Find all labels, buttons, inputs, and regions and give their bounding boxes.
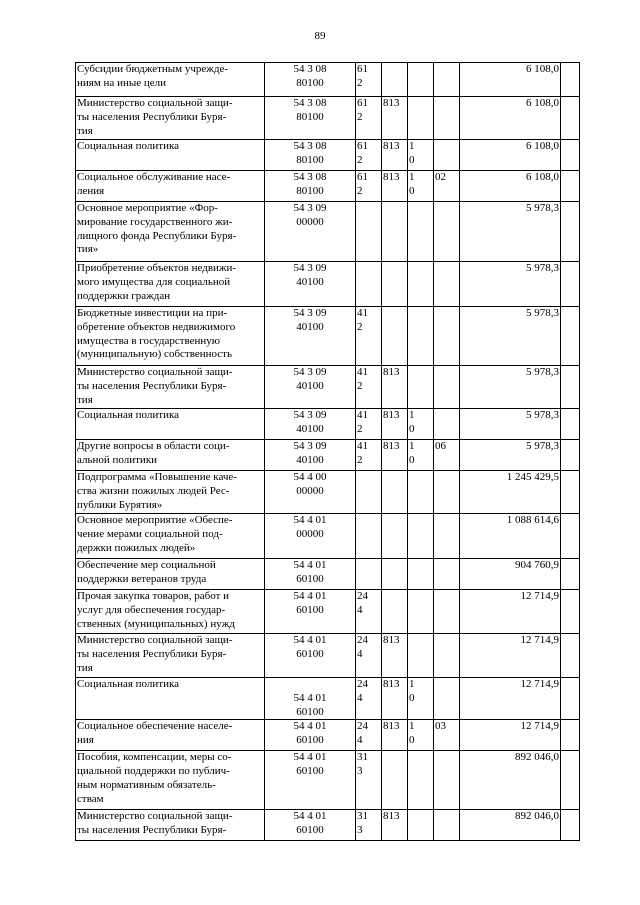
amount-cell: [460, 440, 561, 471]
section-code-cell: [408, 590, 434, 634]
subsection-code-cell: [434, 63, 460, 97]
amount: 6 108,0: [526, 97, 559, 109]
ministry-code-cell: [382, 262, 408, 307]
row-name-cell: [76, 97, 265, 140]
target-code: 54 3 09 40100: [293, 366, 327, 392]
amount-cell: [460, 720, 561, 751]
expense-type-cell: [356, 171, 382, 202]
ministry-code: 813: [383, 634, 400, 646]
section-code-cell: [408, 559, 434, 590]
table-row: [76, 751, 580, 810]
target-code-cell: [265, 63, 356, 97]
row-name-cell: [76, 171, 265, 202]
amount-cell: [460, 590, 561, 634]
ministry-code-cell: [382, 810, 408, 841]
empty-cell: [561, 514, 580, 559]
section-code-cell: [408, 171, 434, 202]
row-name-cell: [76, 559, 265, 590]
ministry-code-cell: [382, 307, 408, 366]
ministry-code-cell: [382, 751, 408, 810]
amount: 12 714,9: [520, 634, 559, 646]
row-name-cell: [76, 514, 265, 559]
target-code-cell: [265, 514, 356, 559]
row-name: Социальная политика: [77, 140, 180, 152]
expense-type-cell: [356, 63, 382, 97]
amount-cell: [460, 97, 561, 140]
section-code-cell: [408, 97, 434, 140]
table-row: [76, 140, 580, 171]
row-name-cell: [76, 409, 265, 440]
target-code: 54 4 01 60100: [293, 559, 327, 585]
table-row: [76, 171, 580, 202]
expense-type-cell: [356, 366, 382, 409]
table-row: [76, 514, 580, 559]
section-code-cell: [408, 202, 434, 262]
expense-type-cell: [356, 202, 382, 262]
amount-cell: [460, 202, 561, 262]
target-code: 54 3 08 80100: [293, 97, 327, 123]
table-row: [76, 97, 580, 140]
subsection-code-cell: [434, 514, 460, 559]
expense-type: 31 3: [357, 751, 368, 778]
row-name: Основное мероприятие «Обеспе- чение мерами социальной под- держки пожилых людей»: [77, 514, 233, 554]
amount-cell: [460, 634, 561, 678]
section-code: 1 0: [409, 678, 415, 704]
target-code-cell: [265, 720, 356, 751]
target-code: 54 4 01 60100: [293, 720, 327, 747]
table-row: [76, 366, 580, 409]
amount: 5 978,3: [526, 366, 559, 378]
row-name-cell: [76, 471, 265, 514]
row-name: Министерство социальной защи- ты населения Республики Буря- тия: [77, 366, 233, 406]
subsection-code-cell: [434, 678, 460, 720]
subsection-code-cell: [434, 471, 460, 514]
amount-cell: [460, 514, 561, 559]
row-name-cell: [76, 590, 265, 634]
expense-type: 24 4: [357, 720, 368, 747]
ministry-code-cell: [382, 63, 408, 97]
expense-type-cell: [356, 514, 382, 559]
table-row: [76, 63, 580, 97]
expense-type: 61 2: [357, 63, 368, 89]
target-code: 54 3 08 80100: [293, 63, 327, 89]
target-code-cell: [265, 97, 356, 140]
expense-type-cell: [356, 471, 382, 514]
empty-cell: [561, 810, 580, 841]
section-code: 1 0: [409, 440, 415, 466]
section-code-cell: [408, 751, 434, 810]
table-row: [76, 440, 580, 471]
expense-type-cell: [356, 307, 382, 366]
section-code-cell: [408, 678, 434, 720]
table-row: [76, 559, 580, 590]
subsection-code: 06: [435, 440, 446, 452]
row-name: Министерство социальной защи- ты населения Республики Буря-: [77, 810, 233, 837]
target-code-cell: [265, 140, 356, 171]
row-name-cell: [76, 202, 265, 262]
expense-type-cell: [356, 140, 382, 171]
target-code-cell: [265, 590, 356, 634]
table-row: [76, 720, 580, 751]
section-code: 1 0: [409, 140, 415, 166]
amount-cell: [460, 140, 561, 171]
ministry-code-cell: [382, 140, 408, 171]
row-name: Субсидии бюджетным учрежде- ниям на иные цели: [77, 63, 229, 89]
ministry-code: 813: [383, 440, 400, 452]
target-code: 54 4 01 60100: [293, 691, 327, 718]
target-code-cell: [265, 409, 356, 440]
target-code: 54 3 08 80100: [293, 171, 327, 197]
target-code: 54 3 09 40100: [293, 440, 327, 466]
amount: 5 978,3: [526, 409, 559, 421]
empty-cell: [561, 202, 580, 262]
empty-cell: [561, 262, 580, 307]
expense-type-cell: [356, 409, 382, 440]
amount: 6 108,0: [526, 171, 559, 183]
empty-cell: [561, 559, 580, 590]
table-body: [76, 63, 580, 841]
subsection-code-cell: [434, 440, 460, 471]
ministry-code-cell: [382, 471, 408, 514]
ministry-code-cell: [382, 678, 408, 720]
amount: 892 046,0: [515, 751, 559, 764]
section-code-cell: [408, 409, 434, 440]
table-row: [76, 678, 580, 720]
section-code: 1 0: [409, 720, 415, 747]
ministry-code-cell: [382, 634, 408, 678]
section-code-cell: [408, 810, 434, 841]
target-code-cell: [265, 678, 356, 720]
target-code-cell: [265, 559, 356, 590]
row-name-cell: [76, 634, 265, 678]
target-code-cell: [265, 262, 356, 307]
empty-cell: [561, 720, 580, 751]
ministry-code: 813: [383, 97, 400, 109]
table-row: [76, 262, 580, 307]
amount: 1 245 429,5: [506, 471, 559, 483]
row-name: Бюджетные инвестиции на при- обретение объектов недвижимого имущества в государственную (муниципальную) собственность: [77, 307, 236, 361]
amount: 5 978,3: [526, 262, 559, 274]
empty-cell: [561, 171, 580, 202]
target-code: 54 3 09 40100: [293, 409, 327, 435]
target-code: 54 4 00 00000: [293, 471, 327, 497]
row-name-cell: [76, 262, 265, 307]
target-code: 54 3 08 80100: [293, 140, 327, 166]
subsection-code-cell: [434, 720, 460, 751]
table-row: [76, 307, 580, 366]
amount-cell: [460, 810, 561, 841]
amount-cell: [460, 559, 561, 590]
amount-cell: [460, 171, 561, 202]
target-code: 54 4 01 60100: [293, 810, 327, 837]
expense-type: 24 4: [357, 634, 368, 660]
table-row: [76, 590, 580, 634]
empty-cell: [561, 97, 580, 140]
ministry-code-cell: [382, 590, 408, 634]
section-code-cell: [408, 514, 434, 559]
expense-type-cell: [356, 678, 382, 720]
section-code: 1 0: [409, 409, 415, 435]
ministry-code-cell: [382, 202, 408, 262]
table-row: [76, 810, 580, 841]
section-code: 1 0: [409, 171, 415, 197]
ministry-code: 813: [383, 140, 400, 152]
subsection-code: 02: [435, 171, 446, 183]
row-name-cell: [76, 307, 265, 366]
table-row: [76, 409, 580, 440]
row-name: Другие вопросы в области соци- альной политики: [77, 440, 230, 466]
ministry-code-cell: [382, 514, 408, 559]
subsection-code-cell: [434, 202, 460, 262]
expense-type: 41 2: [357, 440, 368, 466]
expense-type: 61 2: [357, 97, 368, 123]
ministry-code-cell: [382, 366, 408, 409]
target-code-cell: [265, 471, 356, 514]
expense-type-cell: [356, 634, 382, 678]
expense-type: 41 2: [357, 409, 368, 435]
expense-type-cell: [356, 97, 382, 140]
target-code-cell: [265, 751, 356, 810]
amount: 12 714,9: [520, 590, 559, 602]
ministry-code-cell: [382, 409, 408, 440]
target-code-cell: [265, 366, 356, 409]
ministry-code: 813: [383, 409, 400, 421]
amount: 12 714,9: [520, 678, 559, 690]
row-name-cell: [76, 63, 265, 97]
subsection-code-cell: [434, 171, 460, 202]
row-name: Подпрограмма «Повышение каче- ства жизни пожилых людей Рес- публики Бурятия»: [77, 471, 237, 511]
target-code: 54 3 09 40100: [293, 262, 327, 288]
subsection-code-cell: [434, 97, 460, 140]
empty-cell: [561, 590, 580, 634]
row-name-cell: [76, 720, 265, 751]
ministry-code-cell: [382, 720, 408, 751]
expense-type: 41 2: [357, 366, 368, 392]
section-code-cell: [408, 720, 434, 751]
expense-type: 24 4: [357, 678, 368, 704]
row-name: Социальное обслуживание насе- ления: [77, 171, 231, 197]
amount-cell: [460, 409, 561, 440]
amount: 5 978,3: [526, 440, 559, 452]
row-name: Социальная политика: [77, 409, 180, 421]
target-code-cell: [265, 202, 356, 262]
section-code-cell: [408, 366, 434, 409]
empty-cell: [561, 440, 580, 471]
amount: 892 046,0: [515, 810, 559, 823]
row-name: Прочая закупка товаров, работ и услуг для обеспечения государ- ственных (муниципальных) нужд: [77, 590, 235, 630]
target-code: 54 4 01 60100: [293, 590, 327, 616]
empty-cell: [561, 751, 580, 810]
section-code-cell: [408, 471, 434, 514]
ministry-code: 813: [383, 810, 400, 823]
amount: 12 714,9: [520, 720, 559, 733]
expense-type: 31 3: [357, 810, 368, 837]
expense-type-cell: [356, 720, 382, 751]
row-name: Обеспечение мер социальной поддержки ветеранов труда: [77, 559, 216, 585]
section-code-cell: [408, 262, 434, 307]
table-row: [76, 202, 580, 262]
section-code-cell: [408, 63, 434, 97]
target-code-cell: [265, 171, 356, 202]
target-code: 54 4 01 60100: [293, 751, 327, 778]
target-code-cell: [265, 440, 356, 471]
amount: 1 088 614,6: [506, 514, 559, 526]
target-code: 54 3 09 40100: [293, 307, 327, 333]
row-name: Министерство социальной защи- ты населения Республики Буря- тия: [77, 634, 233, 674]
row-name: Пособия, компенсации, меры со- циальной поддержки по публич- ным нормативным обязатель- ствам: [77, 751, 232, 805]
empty-cell: [561, 471, 580, 514]
page-number: 89: [314, 30, 326, 42]
expense-type-cell: [356, 559, 382, 590]
subsection-code-cell: [434, 590, 460, 634]
section-code-cell: [408, 634, 434, 678]
expense-type-cell: [356, 590, 382, 634]
row-name-cell: [76, 751, 265, 810]
amount-cell: [460, 307, 561, 366]
target-code-cell: [265, 634, 356, 678]
amount: 6 108,0: [526, 63, 559, 75]
target-code: 54 4 01 00000: [293, 514, 327, 540]
target-code-cell: [265, 307, 356, 366]
amount-cell: [460, 63, 561, 97]
row-name: Приобретение объектов недвижи- мого имущества для социальной поддержки граждан: [77, 262, 237, 302]
section-code-cell: [408, 307, 434, 366]
section-code-cell: [408, 440, 434, 471]
row-name: Социальная политика: [77, 678, 180, 690]
row-name: Основное мероприятие «Фор- мирование государственного жи- лищного фонда Республики Буря- тия»: [77, 202, 237, 256]
expense-type: 61 2: [357, 140, 368, 166]
amount: 6 108,0: [526, 140, 559, 152]
ministry-code-cell: [382, 440, 408, 471]
table-row: [76, 634, 580, 678]
subsection-code-cell: [434, 559, 460, 590]
expense-type: 41 2: [357, 307, 368, 333]
expense-type-cell: [356, 810, 382, 841]
row-name-cell: [76, 140, 265, 171]
subsection-code-cell: [434, 366, 460, 409]
expense-type-cell: [356, 751, 382, 810]
ministry-code-cell: [382, 171, 408, 202]
row-name: Министерство социальной защи- ты населения Республики Буря- тия: [77, 97, 233, 137]
row-name-cell: [76, 678, 265, 720]
amount: 904 760,9: [515, 559, 559, 571]
subsection-code-cell: [434, 751, 460, 810]
empty-cell: [561, 140, 580, 171]
subsection-code-cell: [434, 634, 460, 678]
subsection-code: 03: [435, 720, 446, 733]
section-code-cell: [408, 140, 434, 171]
amount-cell: [460, 678, 561, 720]
expense-type-cell: [356, 262, 382, 307]
subsection-code-cell: [434, 810, 460, 841]
row-name: Социальное обеспечение населе- ния: [77, 720, 233, 747]
empty-cell: [561, 678, 580, 720]
amount-cell: [460, 262, 561, 307]
empty-cell: [561, 409, 580, 440]
empty-cell: [561, 634, 580, 678]
subsection-code-cell: [434, 307, 460, 366]
amount-cell: [460, 366, 561, 409]
budget-table: [75, 62, 580, 841]
empty-cell: [561, 307, 580, 366]
target-code: 54 4 01 60100: [293, 634, 327, 660]
expense-type: 61 2: [357, 171, 368, 197]
amount: 5 978,3: [526, 307, 559, 319]
row-name-cell: [76, 366, 265, 409]
amount-cell: [460, 471, 561, 514]
ministry-code-cell: [382, 559, 408, 590]
amount: 5 978,3: [526, 202, 559, 214]
ministry-code: 813: [383, 720, 400, 733]
table-row: [76, 471, 580, 514]
ministry-code-cell: [382, 97, 408, 140]
row-name-cell: [76, 440, 265, 471]
ministry-code: 813: [383, 678, 400, 690]
target-code: 54 3 09 00000: [293, 202, 327, 228]
amount-cell: [460, 751, 561, 810]
row-name-cell: [76, 810, 265, 841]
expense-type: 24 4: [357, 590, 368, 616]
expense-type-cell: [356, 440, 382, 471]
empty-cell: [561, 63, 580, 97]
empty-cell: [561, 366, 580, 409]
subsection-code-cell: [434, 409, 460, 440]
subsection-code-cell: [434, 262, 460, 307]
ministry-code: 813: [383, 171, 400, 183]
target-code-cell: [265, 810, 356, 841]
ministry-code: 813: [383, 366, 400, 378]
subsection-code-cell: [434, 140, 460, 171]
